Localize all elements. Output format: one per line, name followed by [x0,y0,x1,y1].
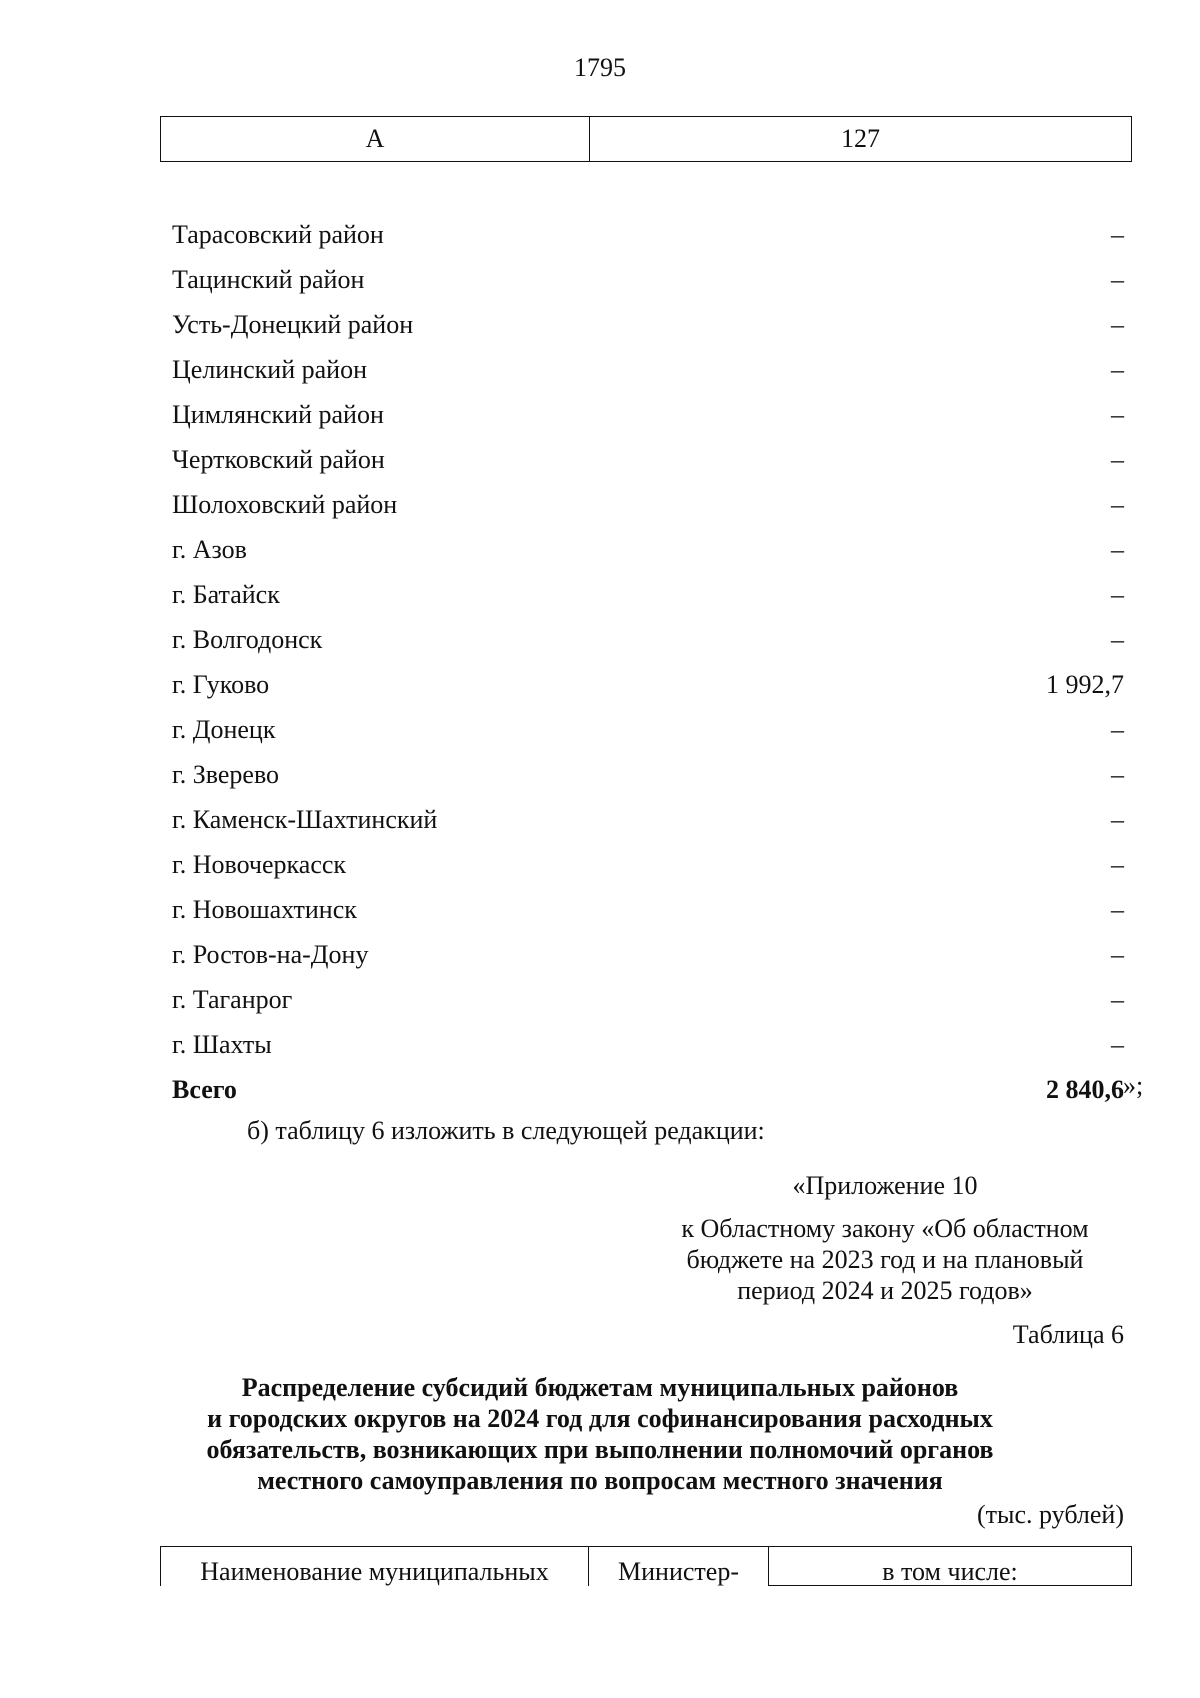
table-row [172,752,1124,797]
row-value: – [1111,714,1124,744]
row-value: – [1111,399,1124,429]
row-name: г. Ростов-на-Дону [172,939,369,969]
row-value: – [1111,579,1124,609]
total-closing-quote: »; [1123,1071,1144,1100]
appendix-title: «Приложение 10 [792,1171,978,1200]
row-name: Шолоховский район [172,489,398,519]
total-label: Всего [172,1074,237,1104]
row-name: г. Волгодонск [172,624,323,654]
row-value: – [1111,624,1124,654]
row-name: г. Новошахтинск [172,894,357,924]
row-value: – [1111,984,1124,1014]
row-name: г. Зверево [172,759,280,789]
header-cell-b: 127 [841,124,880,153]
header-including [769,1547,1131,1586]
row-name: г. Азов [172,534,247,564]
document-title [150,1372,1050,1496]
row-name: Чертковский район [172,444,385,474]
row-name: Тацинский район [172,264,365,294]
row-value: – [1111,354,1124,384]
row-value: – [1111,264,1124,294]
row-value: – [1111,1029,1124,1059]
row-value: – [1111,489,1124,519]
table-row [172,482,1124,527]
table-row [172,977,1124,1022]
table-row [172,662,1124,707]
header-including-label: в том числе: [882,1557,1018,1586]
title-line: и городских округов на 2024 год для софинансирования расходных [207,1404,993,1433]
row-name: Целинский район [172,354,367,384]
table-label: Таблица 6 [1012,1320,1124,1349]
row-value: – [1111,534,1124,564]
row-value: – [1111,939,1124,969]
table-row [172,707,1124,752]
column-numbering-header [160,116,1132,162]
table-row [172,932,1124,977]
page-number: 1795 [574,53,626,82]
table-row [172,257,1124,302]
row-name: Цимлянский район [172,399,384,429]
row-value: – [1111,894,1124,924]
table-row [172,437,1124,482]
row-value: – [1111,804,1124,834]
appendix-reference [640,1170,1130,1306]
table-row [172,527,1124,572]
appendix-line: период 2024 и 2025 годов» [737,1276,1033,1305]
distribution-list [172,212,1124,1112]
table-row [172,347,1124,392]
subsidy-table-header [160,1546,1132,1586]
row-name: г. Каменск-Шахтинский [172,804,438,834]
table-row [172,887,1124,932]
row-value: 1 992,7 [1046,669,1124,699]
row-name: г. Таганрог [172,984,293,1014]
appendix-line: к Областному закону «Об областном [681,1214,1089,1243]
row-name: Тарасовский район [172,219,384,249]
total-row [172,1067,1124,1112]
row-name: г. Донецк [172,714,276,744]
row-name: г. Гуково [172,669,270,699]
table-row [172,212,1124,257]
table-row [172,572,1124,617]
row-value: – [1111,849,1124,879]
row-value: – [1111,444,1124,474]
row-name: г. Шахты [172,1029,272,1059]
title-line: местного самоуправления по вопросам местного значения [257,1466,943,1495]
amendment-text: б) таблицу 6 изложить в следующей редакции: [247,1116,765,1145]
table-row [172,617,1124,662]
table-row [172,1022,1124,1067]
row-name: г. Батайск [172,579,280,609]
header-municipality: Наименование муниципальных [161,1547,589,1586]
row-value: – [1111,219,1124,249]
table-row [172,797,1124,842]
header-divider [769,1585,1131,1586]
table-row [172,842,1124,887]
header-cell-a: А [161,117,590,161]
row-value: – [1111,309,1124,339]
title-line: Распределение субсидий бюджетам муниципальных районов [241,1373,959,1402]
total-value: 2 840,6 [1046,1074,1124,1104]
table-row [172,392,1124,437]
header-ministry: Министер- [589,1547,769,1586]
units-label: (тыс. рублей) [976,1500,1124,1529]
appendix-line: бюджете на 2023 год и на плановый [686,1245,1084,1274]
row-name: Усть-Донецкий район [172,309,414,339]
table-row [172,302,1124,347]
row-name: г. Новочеркасск [172,849,347,879]
row-value: – [1111,759,1124,789]
title-line: обязательств, возникающих при выполнении полномочий органов [206,1435,994,1464]
